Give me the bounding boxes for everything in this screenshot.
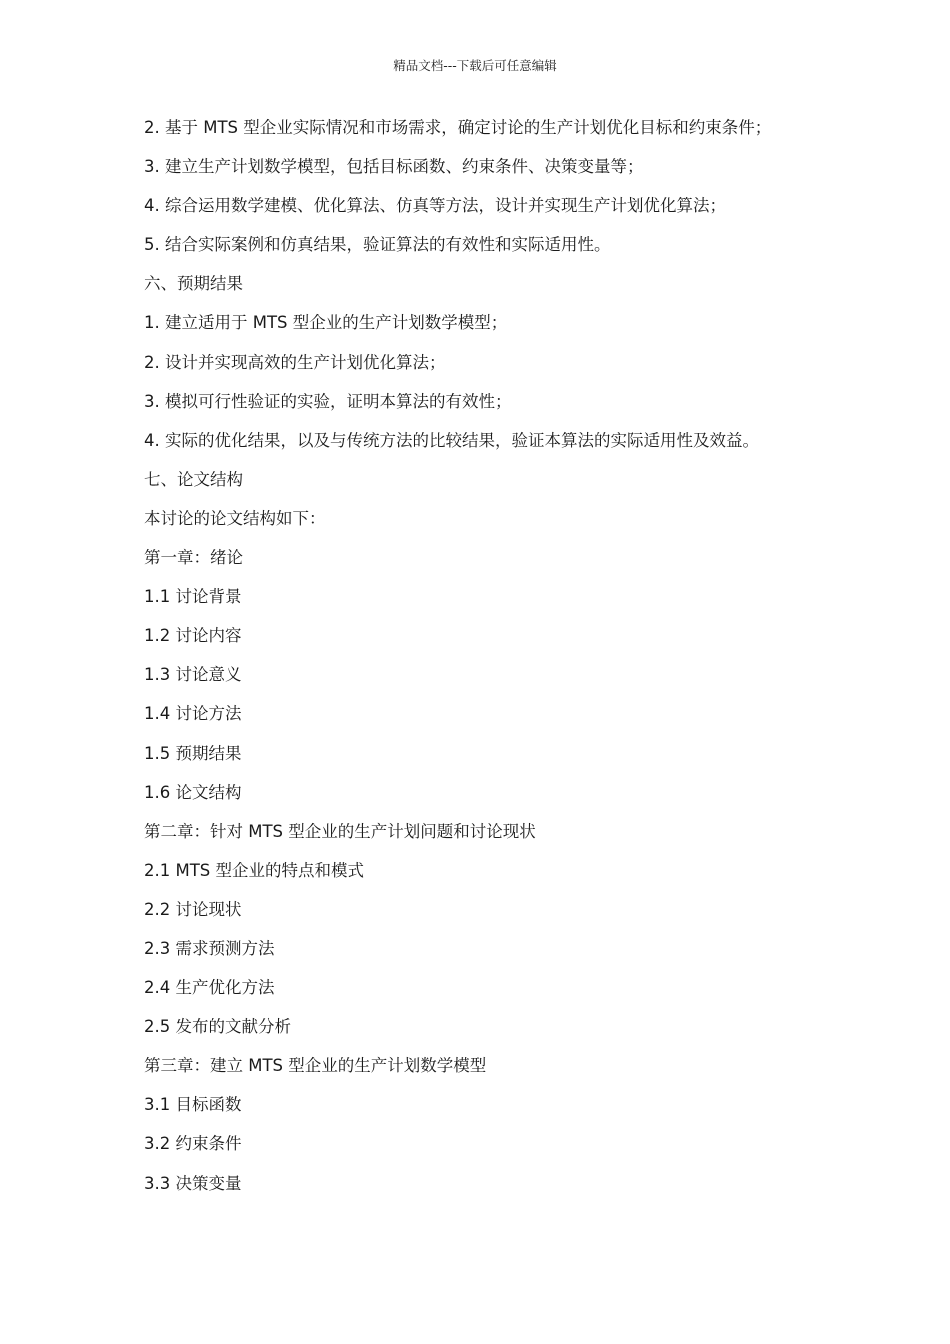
toc-entry: 1.6 论文结构 <box>144 782 242 802</box>
toc-entry: 2.3 需求预测方法 <box>144 938 275 958</box>
document-body <box>144 114 824 1209</box>
toc-entry: 1.2 讨论内容 <box>144 626 242 646</box>
toc-entry: 2.1 MTS 型企业的特点和模式 <box>144 860 365 880</box>
page-header: 精品文档---下载后可任意编辑 <box>393 58 557 73</box>
toc-entry: 3.1 目标函数 <box>144 1095 242 1115</box>
toc-entry: 2.5 发布的文献分析 <box>144 1017 291 1037</box>
toc-entry: 1.4 讨论方法 <box>144 704 242 724</box>
paragraph-line: 1. 建立适用于 MTS 型企业的生产计划数学模型； <box>144 313 508 333</box>
chapter-heading: 第一章：绪论 <box>144 548 243 568</box>
toc-entry: 3.3 决策变量 <box>144 1173 242 1193</box>
paragraph-line: 5. 结合实际案例和仿真结果，验证算法的有效性和实际适用性。 <box>144 235 611 255</box>
toc-entry: 1.1 讨论背景 <box>144 587 242 607</box>
toc-entry: 1.5 预期结果 <box>144 743 242 763</box>
paragraph-line: 4. 实际的优化结果，以及与传统方法的比较结果，验证本算法的实际适用性及效益。 <box>144 430 759 450</box>
section-heading: 六、预期结果 <box>144 274 243 294</box>
toc-entry: 2.4 生产优化方法 <box>144 978 275 998</box>
toc-entry: 3.2 约束条件 <box>144 1134 242 1154</box>
section-heading: 七、论文结构 <box>144 469 243 489</box>
chapter-heading: 第二章：针对 MTS 型企业的生产计划问题和讨论现状 <box>144 821 536 841</box>
paragraph-line: 本讨论的论文结构如下： <box>144 508 326 528</box>
paragraph-line: 2. 基于 MTS 型企业实际情况和市场需求，确定讨论的生产计划优化目标和约束条件； <box>144 118 772 137</box>
paragraph-line: 3. 模拟可行性验证的实验，证明本算法的有效性； <box>144 391 512 411</box>
paragraph-line: 3. 建立生产计划数学模型，包括目标函数、约束条件、决策变量等； <box>144 157 644 177</box>
paragraph-line: 2. 设计并实现高效的生产计划优化算法； <box>144 352 446 372</box>
chapter-heading: 第三章：建立 MTS 型企业的生产计划数学模型 <box>144 1056 487 1076</box>
paragraph-line: 4. 综合运用数学建模、优化算法、仿真等方法，设计并实现生产计划优化算法； <box>144 196 726 216</box>
toc-entry: 1.3 讨论意义 <box>144 665 242 685</box>
toc-entry: 2.2 讨论现状 <box>144 899 242 919</box>
